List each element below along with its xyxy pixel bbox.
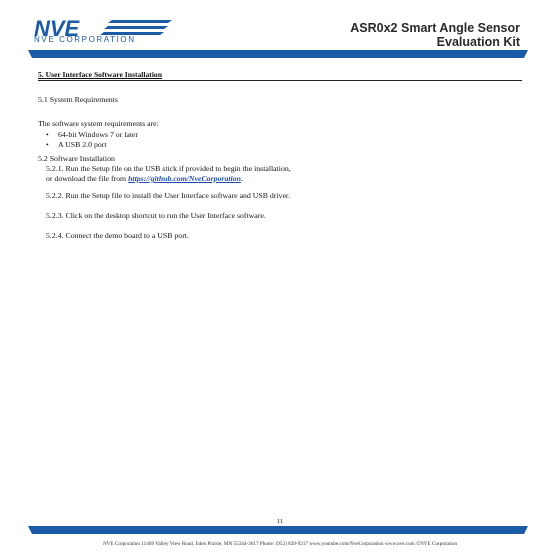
section-title: 5. User Interface Software Installation [38, 70, 522, 81]
footer-contact: NVE Corporation 11409 Valley View Road, Eden Prairie, MN 55344-3617 Phone: (952) 829-9217 www.youtube.com/NveCorporation www.nve.com ©NVE Corporation [102, 541, 458, 547]
step-5-2-1-line1: 5.2.1. Run the Setup file on the USB stick if provided to begin the installation, [46, 164, 291, 173]
subsection-heading-5-2: 5.2 Software Installation [38, 154, 115, 163]
step-5-2-3: 5.2.3. Click on the desktop shortcut to run the User Interface software. [46, 211, 266, 220]
page-number: 11 [276, 518, 284, 525]
subsection-heading-5-1: 5.1 System Requirements [38, 95, 118, 104]
list-item: • 64-bit Windows 7 or later [46, 130, 138, 140]
logo-stripes [100, 20, 172, 35]
document-title [350, 21, 520, 49]
step-5-2-1-prefix: or download the file from [46, 174, 129, 183]
requirements-list [46, 130, 138, 150]
list-item: • A USB 2.0 port [46, 140, 138, 150]
logo-subtext: NVE CORPORATION [34, 35, 136, 44]
github-link[interactable]: https://github.com/NveCorporation [128, 174, 241, 183]
document-title-line2: Evaluation Kit [436, 35, 520, 49]
requirements-intro: The software system requirements are: [38, 119, 159, 128]
document-title-line1: ASR0x2 Smart Angle Sensor [350, 21, 520, 35]
step-5-2-1-line2 [46, 174, 243, 184]
step-5-2-1-suffix: . [240, 174, 243, 183]
logo-wordmark: NVE [34, 16, 80, 41]
step-5-2-4: 5.2.4. Connect the demo board to a USB port. [46, 231, 189, 240]
nve-logo-icon [34, 16, 184, 52]
step-5-2-2: 5.2.2. Run the Setup file to install the User Interface software and USB driver. [46, 191, 291, 200]
footer-divider-bar [28, 526, 528, 534]
header-divider-bar [28, 50, 528, 58]
